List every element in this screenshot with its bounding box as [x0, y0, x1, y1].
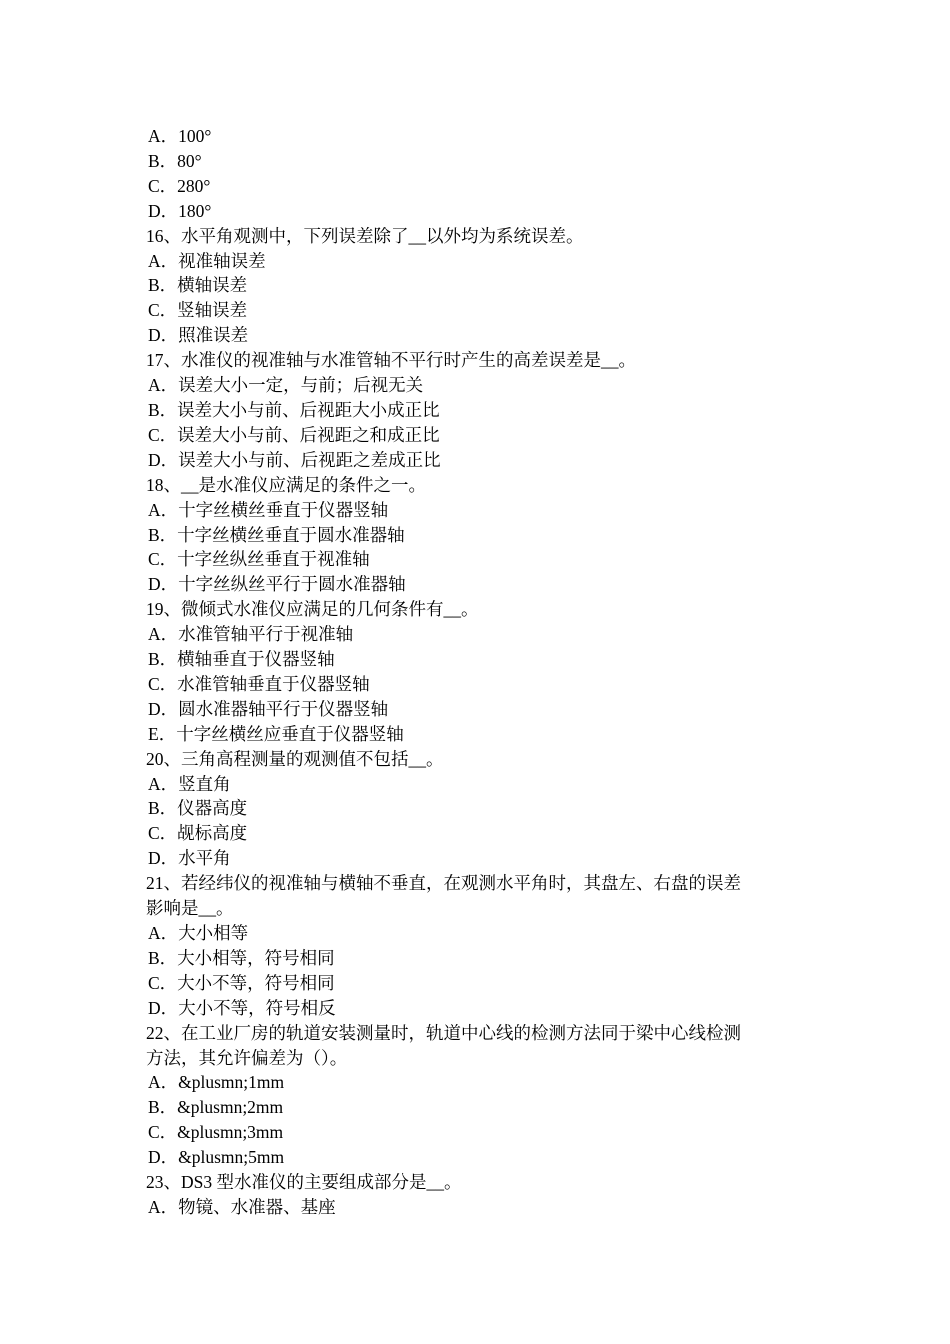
option: C．竖轴误差: [148, 300, 248, 321]
option: B．横轴垂直于仪器竖轴: [148, 649, 335, 670]
question-stem: 20、三角高程测量的观测值不包括__。: [146, 748, 444, 769]
question-stem: 22、在工业厂房的轨道安装测量时，轨道中心线的检测方法同于梁中心线检测: [146, 1022, 741, 1043]
option: A．&plusmn;1mm: [148, 1072, 285, 1093]
option: C．水准管轴垂直于仪器竖轴: [148, 673, 370, 694]
option: B．误差大小与前、后视距大小成正比: [148, 399, 440, 420]
option: E．十字丝横丝应垂直于仪器竖轴: [148, 723, 404, 744]
option: D．圆水准器轴平行于仪器竖轴: [148, 698, 389, 719]
option: A．误差大小一定，与前；后视无关: [148, 375, 424, 396]
question-stem: 19、微倾式水准仪应满足的几何条件有__。: [146, 599, 479, 620]
option: C．280°: [148, 175, 211, 196]
option: C．十字丝纵丝垂直于视准轴: [148, 549, 370, 570]
option: A．十字丝横丝垂直于仪器竖轴: [148, 499, 389, 520]
option: B．十字丝横丝垂直于圆水准器轴: [148, 524, 405, 545]
option: C．&plusmn;3mm: [148, 1122, 284, 1143]
option: D．误差大小与前、后视距之差成正比: [148, 449, 441, 470]
question-stem: 18、__是水准仪应满足的条件之一。: [146, 474, 426, 495]
option: D．大小不等，符号相反: [148, 997, 336, 1018]
option: C．误差大小与前、后视距之和成正比: [148, 424, 440, 445]
option: D．180°: [148, 200, 212, 221]
option: A．竖直角: [148, 773, 231, 794]
option: A．100°: [148, 126, 212, 146]
option: B．大小相等，符号相同: [148, 947, 335, 968]
option: C．觇标高度: [148, 823, 248, 844]
option: B．仪器高度: [148, 798, 248, 819]
question-list: [146, 124, 826, 1220]
option: A．大小相等: [148, 923, 249, 943]
option: B．80°: [148, 150, 202, 171]
question-stem: 16、水平角观测中，下列误差除了__以外均为系统误差。: [146, 225, 584, 246]
option: D．水平角: [148, 848, 231, 869]
question-stem: 23、DS3 型水准仪的主要组成部分是__。: [146, 1172, 462, 1193]
option: A．物镜、水准器、基座: [148, 1196, 336, 1217]
option: A．水准管轴平行于视准轴: [148, 624, 354, 645]
question-stem: 21、若经纬仪的视准轴与横轴不垂直，在观测水平角时，其盘左、右盘的误差: [146, 873, 741, 894]
question-stem: 17、水准仪的视准轴与水准管轴不平行时产生的高差误差是__。: [146, 350, 636, 371]
option: D．照准误差: [148, 325, 249, 346]
option: B．&plusmn;2mm: [148, 1097, 284, 1118]
option: B．横轴误差: [148, 275, 248, 296]
option: D．十字丝纵丝平行于圆水准器轴: [148, 574, 406, 595]
option: A．视准轴误差: [148, 250, 266, 271]
question-stem-continued: 影响是__。: [146, 898, 234, 919]
option: D．&plusmn;5mm: [148, 1147, 285, 1168]
question-stem-continued: 方法，其允许偏差为（）。: [146, 1047, 348, 1068]
option: C．大小不等，符号相同: [148, 972, 335, 993]
